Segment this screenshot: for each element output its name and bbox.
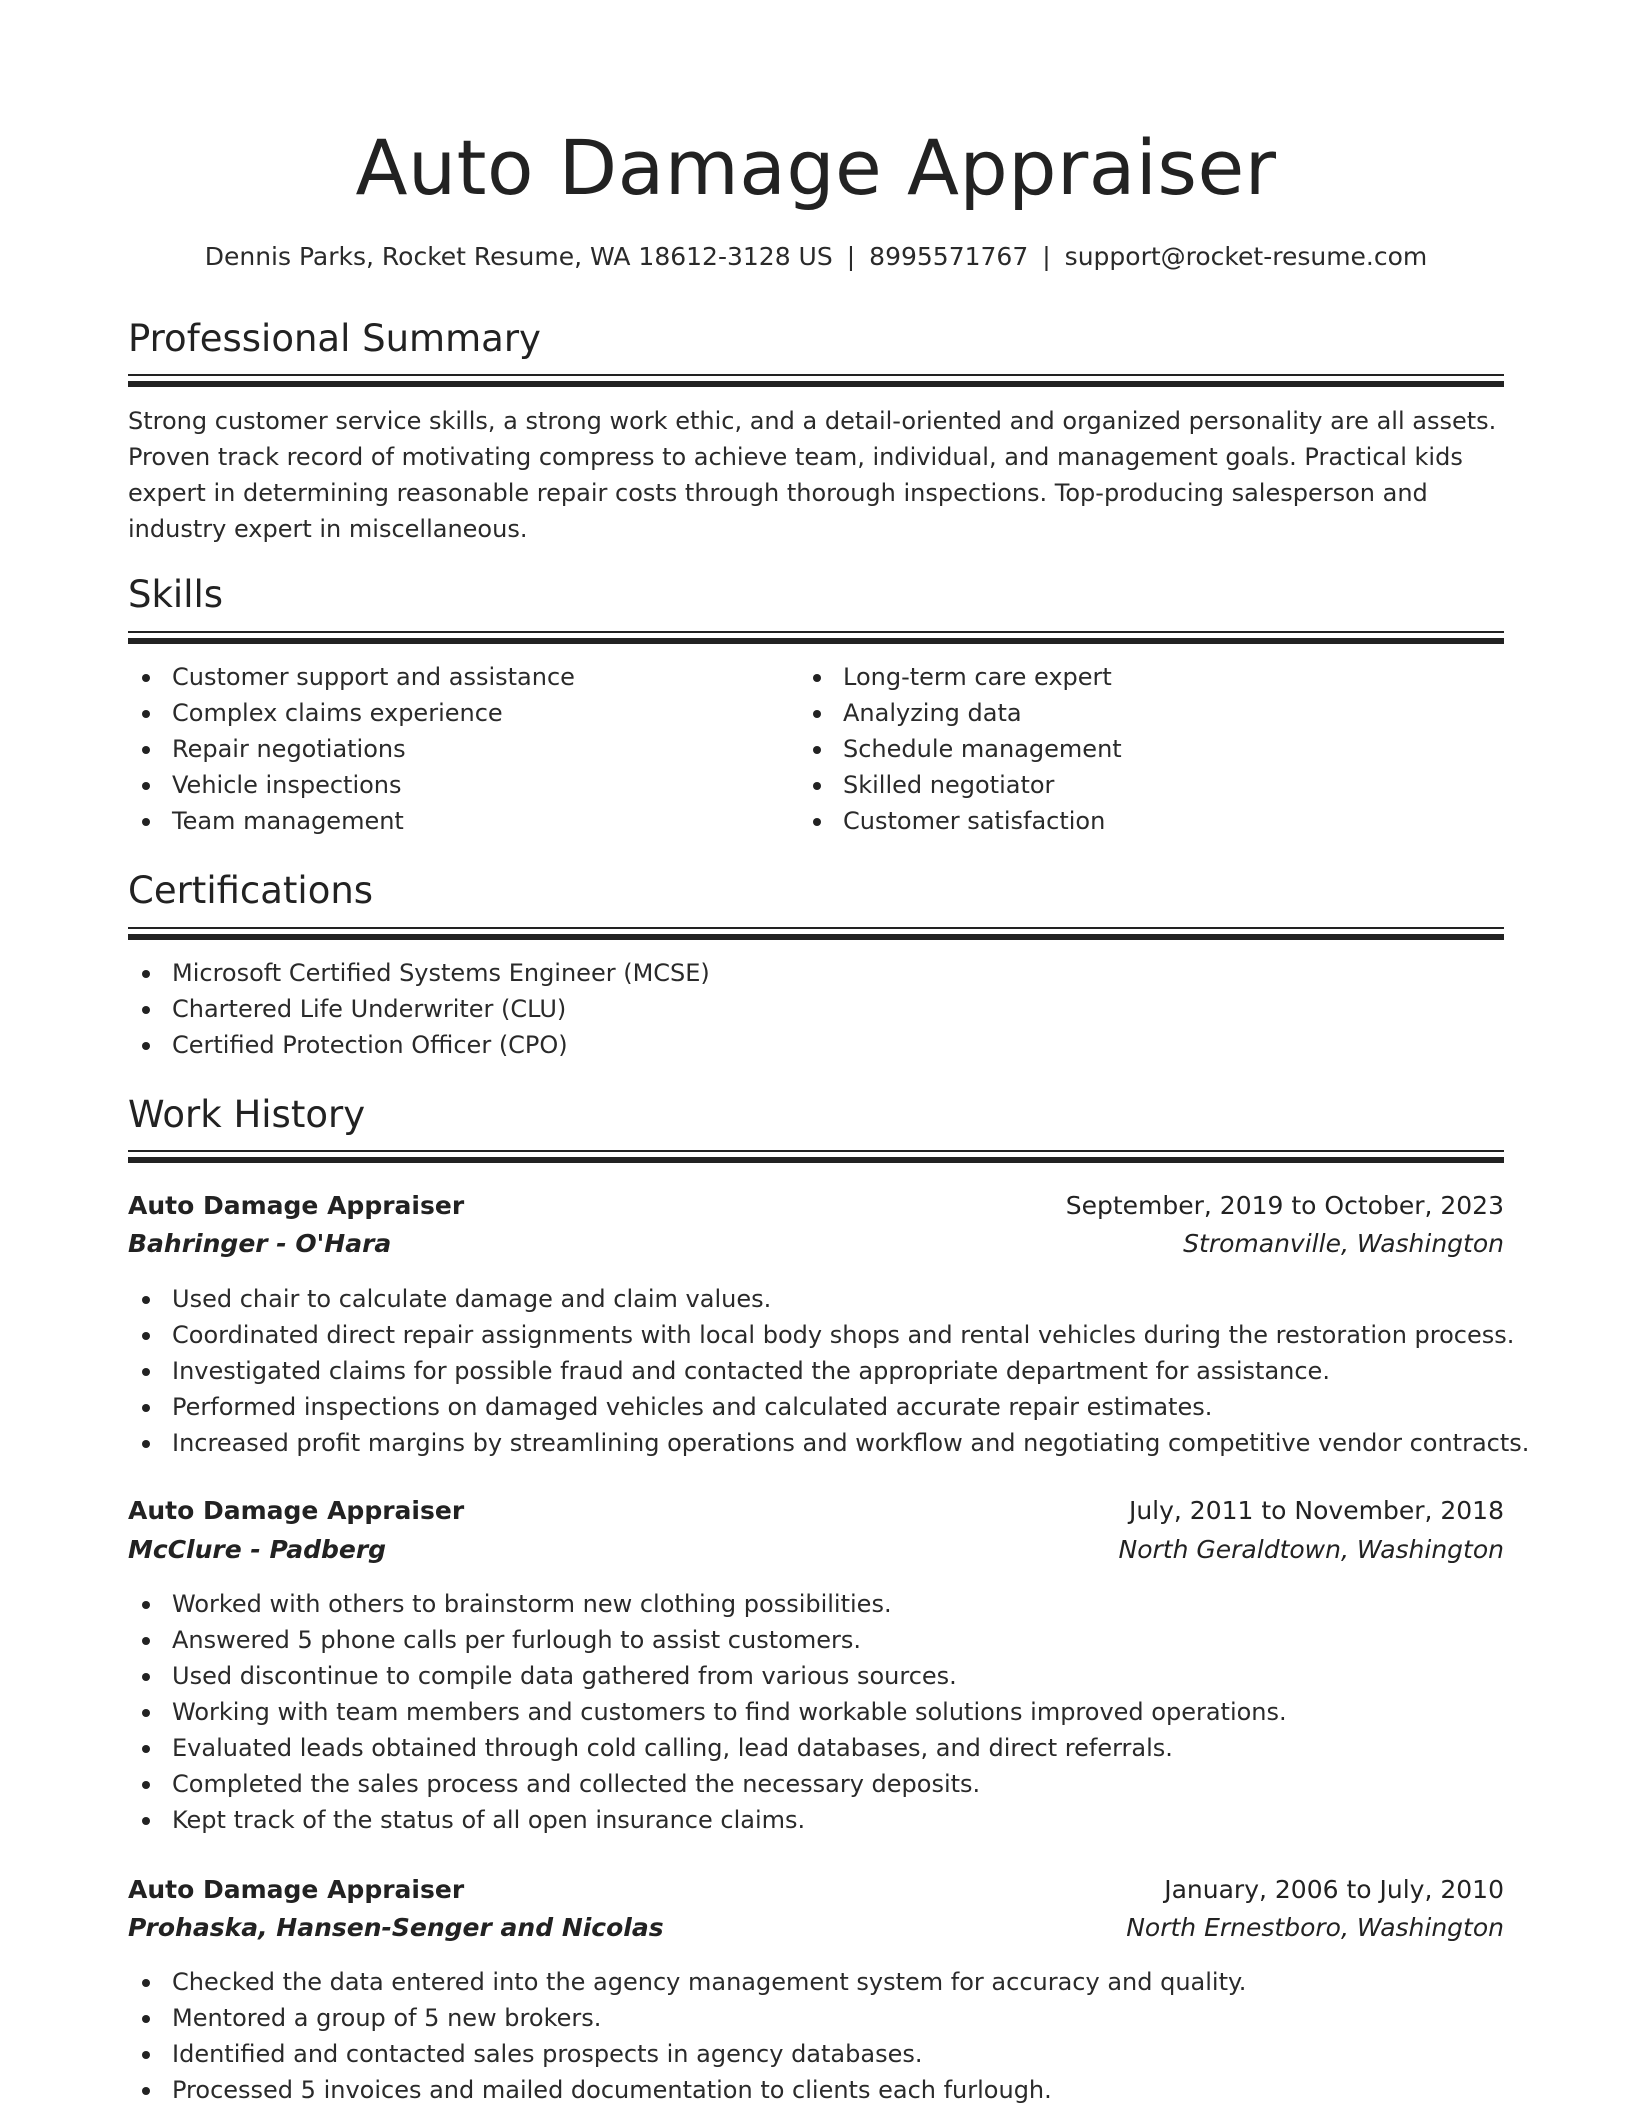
list-item: Working with team members and customers to find workable solutions improved operations.: [128, 1694, 1504, 1730]
list-item: Evaluated leads obtained through cold calling, lead databases, and direct referrals.: [128, 1730, 1504, 1766]
list-item: Completed the sales process and collected the necessary deposits.: [128, 1766, 1504, 1802]
list-item: Answered 5 phone calls per furlough to assist customers.: [128, 1622, 1504, 1658]
job-title: Auto Damage Appraiser: [128, 1875, 465, 1904]
section-divider: [128, 1150, 1504, 1164]
skills-list-left: [128, 659, 788, 839]
section-divider: [128, 374, 1504, 388]
job-location: Stromanville, Washington: [1183, 1229, 1504, 1258]
job-bullets: [128, 1586, 1504, 1838]
list-item: Increased profit margins by streamlining operations and workflow and negotiating competitive vendor contracts.: [128, 1425, 1504, 1461]
list-item: Long-term care expert: [799, 659, 1499, 695]
list-item: Processed 5 invoices and mailed documentation to clients each furlough.: [128, 2072, 1504, 2108]
list-item: Used discontinue to compile data gathered from various sources.: [128, 1658, 1504, 1694]
job-company: McClure - Padberg: [128, 1535, 387, 1564]
section-heading-certifications: Certifications: [128, 869, 374, 912]
list-item: Identified and contacted sales prospects in agency databases.: [128, 2036, 1504, 2072]
contact-line: [128, 238, 1504, 276]
job-subheader: [128, 1225, 1504, 1263]
contact-separator: |: [1042, 242, 1051, 271]
job-bullets: [128, 1281, 1530, 1461]
job-dates: January, 2006 to July, 2010: [1164, 1875, 1504, 1904]
list-item: Team management: [128, 803, 788, 839]
job-company: Bahringer - O'Hara: [128, 1229, 392, 1258]
list-item: Kept track of the status of all open insurance claims.: [128, 1802, 1504, 1838]
list-item: Customer satisfaction: [799, 803, 1499, 839]
job-dates: July, 2011 to November, 2018: [1128, 1496, 1504, 1525]
list-item: Chartered Life Underwriter (CLU): [128, 991, 1504, 1027]
job-dates: September, 2019 to October, 2023: [1065, 1191, 1504, 1220]
job-location: North Geraldtown, Washington: [1118, 1535, 1504, 1564]
section-heading-work-history: Work History: [128, 1093, 366, 1136]
list-item: Vehicle inspections: [128, 767, 788, 803]
job-location: North Ernestboro, Washington: [1126, 1913, 1504, 1942]
list-item: Worked with others to brainstorm new clothing possibilities.: [128, 1586, 1504, 1622]
section-heading-skills: Skills: [128, 573, 224, 616]
job-header: [128, 1871, 1504, 1909]
job-subheader: [128, 1531, 1504, 1569]
list-item: Analyzing data: [799, 695, 1499, 731]
job-title: Auto Damage Appraiser: [128, 1496, 465, 1525]
contact-email: support@rocket-resume.com: [1064, 242, 1428, 271]
job-company: Prohaska, Hansen-Senger and Nicolas: [128, 1913, 664, 1942]
contact-separator: |: [846, 242, 856, 271]
job-header: [128, 1492, 1504, 1530]
list-item: Microsoft Certified Systems Engineer (MCSE): [128, 955, 1504, 991]
list-item: Used chair to calculate damage and claim values.: [128, 1281, 1504, 1317]
list-item: Schedule management: [799, 731, 1499, 767]
resume-title: Auto Damage Appraiser: [355, 123, 1277, 212]
section-divider: [128, 927, 1504, 941]
list-item: Certified Protection Officer (CPO): [128, 1027, 1504, 1063]
skills-list-right: [799, 659, 1499, 839]
job-subheader: [128, 1909, 1504, 1947]
list-item: Repair negotiations: [128, 731, 788, 767]
list-item: Mentored a group of 5 new brokers.: [128, 2000, 1504, 2036]
certifications-list: [128, 955, 1504, 1063]
list-item: Skilled negotiator: [799, 767, 1499, 803]
job-title: Auto Damage Appraiser: [128, 1191, 465, 1220]
job-bullets: [128, 1964, 1504, 2108]
contact-phone: 8995571767: [869, 242, 1029, 271]
section-divider: [128, 631, 1504, 645]
list-item: Complex claims experience: [128, 695, 788, 731]
summary-text: Strong customer service skills, a strong work ethic, and a detail-oriented and organized personality are all assets. Proven track record of motivating compress to achieve team, individual, and management goals. Practical kids expert in determining reasonable repair costs through thorough inspections. Top-producing salesperson and industry expert in miscellaneous.: [128, 407, 1497, 543]
list-item: Investigated claims for possible fraud and contacted the appropriate department for assistance.: [128, 1353, 1504, 1389]
list-item: Customer support and assistance: [128, 659, 788, 695]
contact-address: Dennis Parks, Rocket Resume, WA 18612-3128 US: [204, 242, 833, 271]
job-header: [128, 1187, 1504, 1225]
section-heading-summary: Professional Summary: [128, 317, 541, 360]
list-item: Checked the data entered into the agency management system for accuracy and quality.: [128, 1964, 1504, 2000]
list-item: Coordinated direct repair assignments with local body shops and rental vehicles during the restoration process.: [128, 1317, 1504, 1353]
list-item: Performed inspections on damaged vehicles and calculated accurate repair estimates.: [128, 1389, 1504, 1425]
